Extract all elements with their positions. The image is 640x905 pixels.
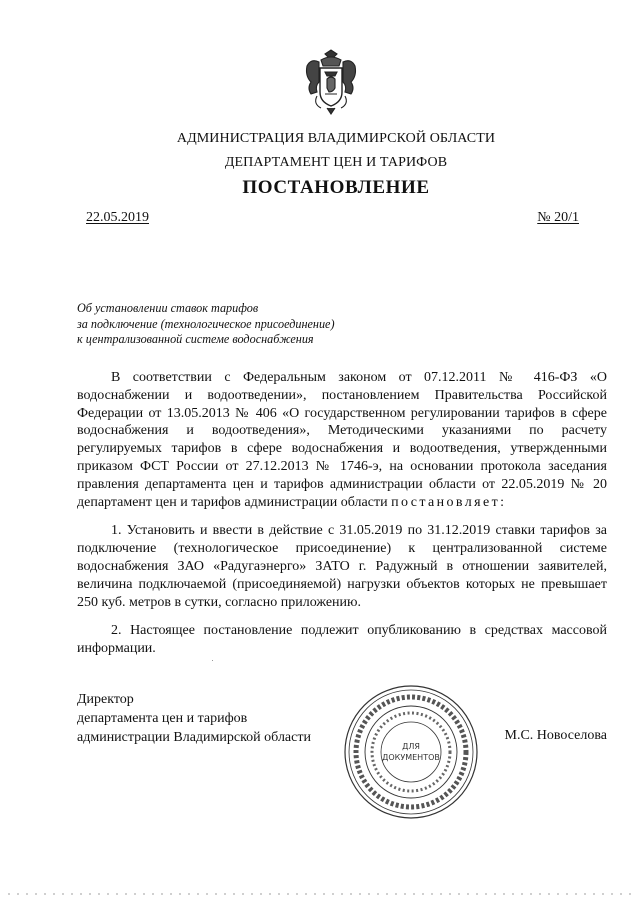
- document-type-title: ПОСТАНОВЛЕНИЕ: [242, 177, 430, 198]
- signer-line: администрации Владимирской области: [77, 730, 311, 745]
- signer-line: Директор: [77, 692, 134, 707]
- org-name: АДМИНИСТРАЦИЯ ВЛАДИМИРСКОЙ ОБЛАСТИ: [176, 131, 496, 146]
- document-subject: [77, 301, 437, 348]
- decree-word: постановляет:: [391, 494, 507, 510]
- stamp-center-text: ДЛЯ: [402, 742, 420, 751]
- subject-line: Об установлении ставок тарифов: [77, 301, 259, 315]
- signer-line: департамента цен и тарифов: [77, 711, 248, 726]
- subject-line: к централизованной системе водоснабжения: [77, 332, 314, 346]
- scan-artifact: [212, 660, 213, 661]
- signer-title: [77, 690, 311, 747]
- stamp-center: [382, 742, 440, 762]
- scan-artifact: [8, 893, 632, 895]
- document-number: № 20/1: [537, 210, 579, 225]
- preamble-paragraph: [77, 369, 607, 511]
- official-stamp-icon: [341, 682, 481, 822]
- department-name: ДЕПАРТАМЕНТ ЦЕН И ТАРИФОВ: [224, 155, 448, 170]
- document-date: 22.05.2019: [86, 210, 149, 225]
- item-1-paragraph: 1. Установить и ввести в действие с 31.05.2019 по 31.12.2019 ставки тарифов за подключение (технологическое присоединение) к централизованной системе водоснабжения ЗАО «Радугаэнерго» ЗАТО г. Радужный в отношении заявителей, величина подключаемой (присоединяемой) нагрузки объектов которых не превышает 250 куб. метров в сутки, согласно приложению.: [77, 523, 607, 610]
- subject-line: за подключение (технологическое присоединение): [77, 316, 335, 331]
- signer-name: М.С. Новоселова: [504, 728, 607, 743]
- preamble-text: В соответствии с Федеральным законом от 07.12.2011 № 416-ФЗ «О водоснабжении и водоотведении», постановлением Правительства Российской Федерации от 13.05.2013 № 406 «О государственном регулировании тарифов в сфере водоснабжения и водоотведения», Методическими указаниями по расчету регулируемых тарифов в сфере водоснабжения и водоотведения, утвержденными приказом ФСТ России от 27.12.2013 № 1746-э, на основании протокола заседания правления департамента цен и тарифов администрации области от 22.05.2019 № 20 департамент цен и тарифов администрации области: [77, 370, 607, 510]
- item-2-paragraph: 2. Настоящее постановление подлежит опубликованию в средствах массовой информации.: [77, 623, 607, 657]
- stamp-center-text: ДОКУМЕНТОВ: [382, 753, 440, 762]
- coat-of-arms-icon: [303, 48, 359, 118]
- document-body: [77, 369, 607, 669]
